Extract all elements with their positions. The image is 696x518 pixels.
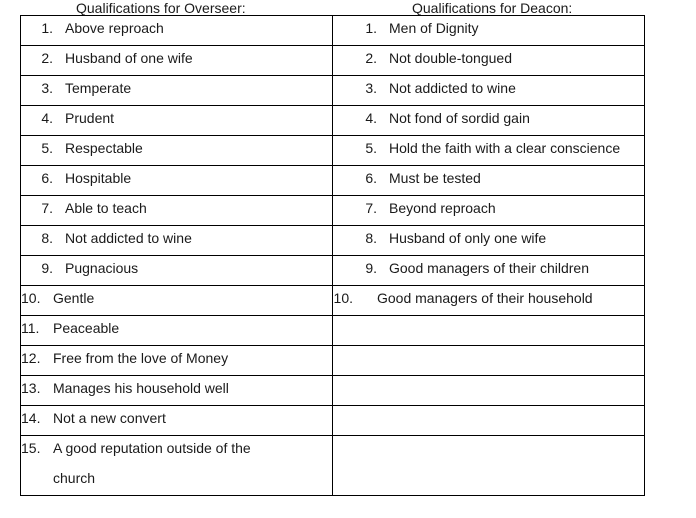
overseer-item: Respectable — [65, 140, 143, 156]
overseer-cell — [21, 316, 333, 346]
table-row — [21, 316, 645, 346]
item-number: 8. — [41, 230, 53, 246]
overseer-item: Not addicted to wine — [65, 230, 192, 246]
overseer-item: Husband of one wife — [65, 50, 193, 66]
overseer-item: A good reputation outside of the church — [53, 440, 251, 486]
deacon-item: Good managers of their children — [389, 260, 589, 276]
table-row — [21, 256, 645, 286]
deacon-item: Husband of only one wife — [389, 230, 547, 246]
overseer-cell — [21, 226, 333, 256]
item-number: 4. — [41, 110, 53, 126]
item-number: 12. — [21, 350, 41, 366]
overseer-cell — [21, 46, 333, 76]
overseer-cell — [21, 256, 333, 286]
deacon-item: Hold the faith with a clear conscience — [389, 140, 621, 156]
item-number: 9. — [365, 260, 377, 276]
deacon-cell-empty — [333, 436, 645, 496]
item-number: 5. — [41, 140, 53, 156]
overseer-cell — [21, 436, 333, 496]
item-number: 3. — [41, 80, 53, 96]
deacon-cell — [333, 76, 645, 106]
overseer-cell — [21, 346, 333, 376]
deacon-cell — [333, 256, 645, 286]
overseer-cell — [21, 376, 333, 406]
table-row — [21, 226, 645, 256]
table-row — [21, 436, 645, 496]
table-row — [21, 196, 645, 226]
overseer-cell — [21, 166, 333, 196]
item-number: 15. — [21, 440, 41, 456]
table-row — [21, 16, 645, 46]
deacon-cell-empty — [333, 406, 645, 436]
item-number: 9. — [41, 260, 53, 276]
overseer-item: Hospitable — [65, 170, 132, 186]
item-number: 6. — [41, 170, 53, 186]
overseer-item: Pugnacious — [65, 260, 139, 276]
table-row — [21, 406, 645, 436]
deacon-cell — [333, 16, 645, 46]
table-row — [21, 166, 645, 196]
overseer-cell — [21, 196, 333, 226]
item-number: 4. — [365, 110, 377, 126]
overseer-item: Prudent — [65, 110, 115, 126]
deacon-item: Not addicted to wine — [389, 80, 516, 96]
overseer-item: Gentle — [53, 290, 95, 306]
item-number: 7. — [365, 200, 377, 216]
deacon-cell-empty — [333, 376, 645, 406]
overseer-item: Free from the love of Money — [53, 350, 229, 366]
table-row — [21, 136, 645, 166]
table-row — [21, 76, 645, 106]
table-row — [21, 106, 645, 136]
overseer-cell — [21, 406, 333, 436]
overseer-item: Temperate — [65, 80, 132, 96]
deacon-header: Qualifications for Deacon: — [412, 0, 573, 16]
item-number: 11. — [21, 320, 40, 336]
table-row — [21, 346, 645, 376]
deacon-cell — [333, 286, 645, 316]
deacon-cell — [333, 46, 645, 76]
item-number: 13. — [21, 380, 41, 396]
overseer-cell — [21, 106, 333, 136]
item-number: 2. — [365, 50, 377, 66]
deacon-cell — [333, 136, 645, 166]
item-number: 6. — [365, 170, 377, 186]
overseer-cell — [21, 76, 333, 106]
deacon-cell — [333, 166, 645, 196]
table-row — [21, 46, 645, 76]
item-number: 7. — [41, 200, 53, 216]
item-number: 3. — [365, 80, 377, 96]
overseer-item: Peaceable — [53, 320, 120, 336]
deacon-cell — [333, 196, 645, 226]
overseer-cell — [21, 136, 333, 166]
item-number: 5. — [365, 140, 377, 156]
item-number: 14. — [21, 410, 41, 426]
overseer-item: Able to teach — [65, 200, 147, 216]
deacon-cell-empty — [333, 316, 645, 346]
deacon-cell — [333, 106, 645, 136]
deacon-item: Not fond of sordid gain — [389, 110, 530, 126]
overseer-header: Qualifications for Overseer: — [76, 0, 246, 16]
deacon-item: Beyond reproach — [389, 200, 496, 216]
deacon-item: Must be tested — [389, 170, 481, 186]
deacon-cell-empty — [333, 346, 645, 376]
overseer-item: Above reproach — [65, 20, 164, 36]
item-number: 8. — [365, 230, 377, 246]
item-number: 2. — [41, 50, 53, 66]
overseer-item: Not a new convert — [53, 410, 166, 426]
deacon-item: Men of Dignity — [389, 20, 479, 36]
deacon-cell — [333, 226, 645, 256]
overseer-item: Manages his household well — [53, 380, 229, 396]
item-number: 1. — [41, 20, 53, 36]
overseer-cell — [21, 16, 333, 46]
qualifications-table — [20, 15, 645, 496]
item-number: 10. — [333, 290, 353, 306]
deacon-item: Good managers of their household — [377, 290, 593, 306]
deacon-item: Not double-tongued — [389, 50, 512, 66]
item-number: 1. — [365, 20, 377, 36]
table-row — [21, 376, 645, 406]
overseer-cell — [21, 286, 333, 316]
table-row — [21, 286, 645, 316]
item-number: 10. — [21, 290, 41, 306]
